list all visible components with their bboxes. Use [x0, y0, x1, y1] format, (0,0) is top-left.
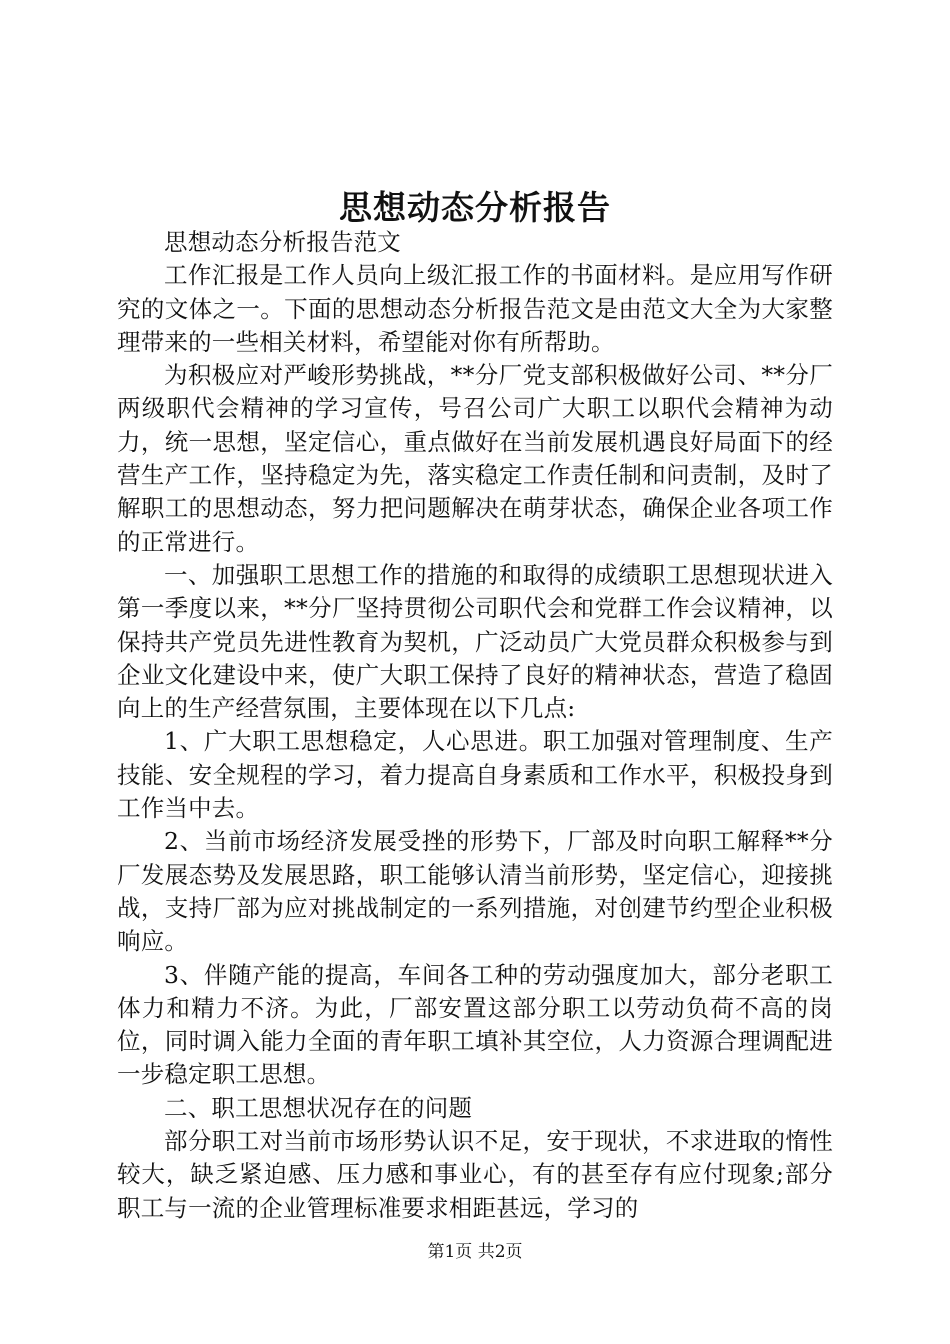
paragraph-problems: 部分职工对当前市场形势认识不足，安于现状，不求进取的惰性较大，缺乏紧迫感、压力感和事业心，有的甚至存有应付现象;部分职工与一流的企业管理标准要求相距甚远，学习的	[117, 1127, 833, 1222]
paragraph-point-three: 3、伴随产能的提高，车间各工种的劳动强度加大，部分老职工体力和精力不济。为此，厂部安置这部分职工以劳动负荷不高的岗位，同时调入能力全面的青年职工填补其空位，人力资源合理调配进一步稳定职工思想。	[117, 960, 833, 1089]
paragraph-intro: 工作汇报是工作人员向上级汇报工作的书面材料。是应用写作研究的文体之一。下面的思想动态分析报告范文是由范文大全为大家整理带来的一些相关材料，希望能对你有所帮助。	[117, 261, 833, 356]
page-number-footer: 第1页 共2页	[427, 1242, 523, 1262]
document-body	[117, 226, 833, 1225]
paragraph-point-one: 1、广大职工思想稳定，人心思进。职工加强对管理制度、生产技能、安全规程的学习，着力提高自身素质和工作水平，积极投身到工作当中去。	[117, 727, 833, 823]
paragraph-point-two: 2、当前市场经济发展受挫的形势下，厂部及时向职工解释**分厂发展态势及发展思路，职工能够认清当前形势，坚定信心，迎接挑战，支持厂部为应对挑战制定的一系列措施，对创建节约型企业积极响应。	[117, 827, 833, 956]
paragraph-background: 为积极应对严峻形势挑战，**分厂党支部积极做好公司、**分厂两级职代会精神的学习宣传，号召公司广大职工以职代会精神为动力，统一思想，坚定信心，重点做好在当前发展机遇良好局面下的经营生产工作，坚持稳定为先，落实稳定工作责任制和问责制，及时了解职工的思想动态，努力把问题解决在萌芽状态，确保企业各项工作的正常进行。	[117, 361, 833, 556]
paragraph-section-one: 一、加强职工思想工作的措施的和取得的成绩职工思想现状进入第一季度以来，**分厂坚持贯彻公司职代会和党群工作会议精神，以保持共产党员先进性教育为契机，广泛动员广大党员群众积极参与到企业文化建设中来，使广大职工保持了良好的精神状态，营造了稳固向上的生产经营氛围，主要体现在以下几点:	[117, 560, 833, 723]
paragraph-section-two-heading: 二、职工思想状况存在的问题	[164, 1093, 473, 1122]
paragraph-subtitle: 思想动态分析报告范文	[164, 228, 401, 256]
document-title: 思想动态分析报告	[339, 188, 611, 227]
